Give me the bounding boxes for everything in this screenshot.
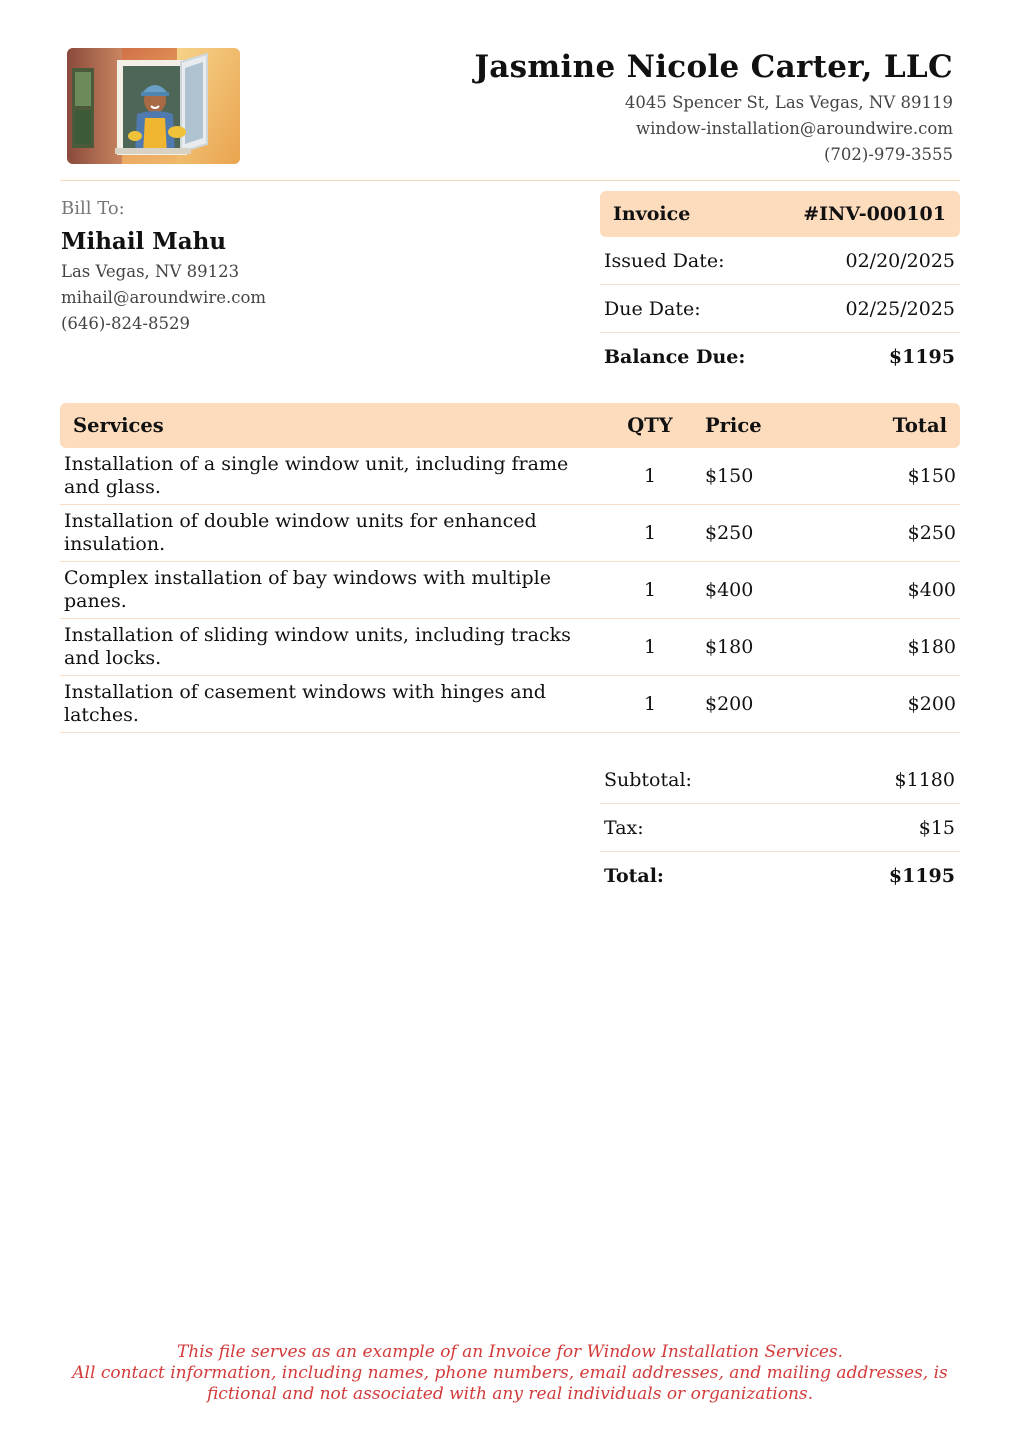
company-email: window-installation@aroundwire.com	[635, 119, 953, 138]
table-row	[60, 562, 960, 619]
header-qty: QTY	[627, 414, 673, 437]
header-total: Total	[892, 414, 947, 437]
tax-value: $15	[918, 816, 955, 839]
disclaimer-line-2: All contact information, including names, phone numbers, email addresses, and mailing addresses, is	[72, 1363, 948, 1383]
invoice-label: Invoice	[613, 203, 691, 225]
bill-to-phone: (646)-824-8529	[61, 314, 191, 333]
services-table	[60, 403, 960, 733]
issued-date-label: Issued Date:	[604, 249, 725, 272]
service-description: Installation of sliding window units, including tracks and locks.	[64, 624, 571, 669]
subtotal-row	[600, 756, 960, 804]
service-qty: 1	[643, 579, 657, 601]
issued-date-value: 02/20/2025	[845, 249, 955, 272]
service-qty: 1	[643, 465, 657, 487]
bill-to-address: Las Vegas, NV 89123	[61, 262, 240, 281]
service-price: $150	[705, 465, 754, 487]
disclaimer-line-1: This file serves as an example of an Invoice for Window Installation Services.	[176, 1342, 844, 1362]
totals-block	[600, 756, 960, 899]
service-qty: 1	[643, 522, 657, 544]
service-total: $150	[907, 465, 956, 487]
tax-label: Tax:	[604, 816, 644, 839]
table-row	[60, 676, 960, 733]
company-name: Jasmine Nicole Carter, LLC	[474, 49, 953, 85]
bill-to-email: mihail@aroundwire.com	[61, 288, 267, 307]
table-row	[60, 619, 960, 676]
service-total: $200	[907, 693, 956, 715]
due-date-label: Due Date:	[604, 297, 701, 320]
header-price: Price	[705, 414, 762, 437]
bill-to-label: Bill To:	[61, 198, 125, 219]
service-qty: 1	[643, 693, 657, 715]
due-date-value: 02/25/2025	[845, 297, 955, 320]
company-address: 4045 Spencer St, Las Vegas, NV 89119	[624, 93, 953, 112]
header-divider	[60, 180, 960, 181]
service-total: $180	[907, 636, 956, 658]
issued-date-row	[600, 237, 960, 285]
window-installer-illustration	[67, 48, 240, 164]
service-description: Installation of casement windows with hinges and latches.	[64, 681, 546, 726]
service-description: Complex installation of bay windows with multiple panes.	[64, 567, 551, 612]
service-qty: 1	[643, 636, 657, 658]
company-logo-image	[67, 48, 240, 164]
service-price: $180	[705, 636, 754, 658]
bill-to-block	[61, 197, 266, 337]
service-price: $400	[705, 579, 754, 601]
table-row	[60, 448, 960, 505]
company-phone: (702)-979-3555	[823, 145, 953, 164]
company-info	[474, 46, 953, 168]
services-table-header	[60, 403, 960, 448]
total-row	[600, 852, 960, 899]
tax-row	[600, 804, 960, 852]
invoice-meta	[600, 191, 960, 380]
service-total: $400	[907, 579, 956, 601]
service-description: Installation of a single window unit, including frame and glass.	[64, 453, 569, 498]
subtotal-value: $1180	[894, 768, 955, 791]
disclaimer-line-3: fictional and not associated with any real individuals or organizations.	[206, 1384, 814, 1404]
table-row	[60, 505, 960, 562]
balance-due-row	[600, 333, 960, 380]
balance-due-label: Balance Due:	[604, 345, 746, 368]
bill-to-name: Mihail Mahu	[61, 228, 227, 255]
service-total: $250	[907, 522, 956, 544]
header-services: Services	[73, 414, 164, 437]
disclaimer-footer	[0, 1342, 1020, 1405]
balance-due-value: $1195	[888, 345, 955, 368]
due-date-row	[600, 285, 960, 333]
service-description: Installation of double window units for enhanced insulation.	[64, 510, 537, 555]
invoice-header	[600, 191, 960, 237]
total-label: Total:	[604, 864, 664, 887]
service-price: $250	[705, 522, 754, 544]
total-value: $1195	[888, 864, 955, 887]
service-price: $200	[705, 693, 754, 715]
subtotal-label: Subtotal:	[604, 768, 692, 791]
invoice-number: #INV-000101	[803, 203, 946, 225]
